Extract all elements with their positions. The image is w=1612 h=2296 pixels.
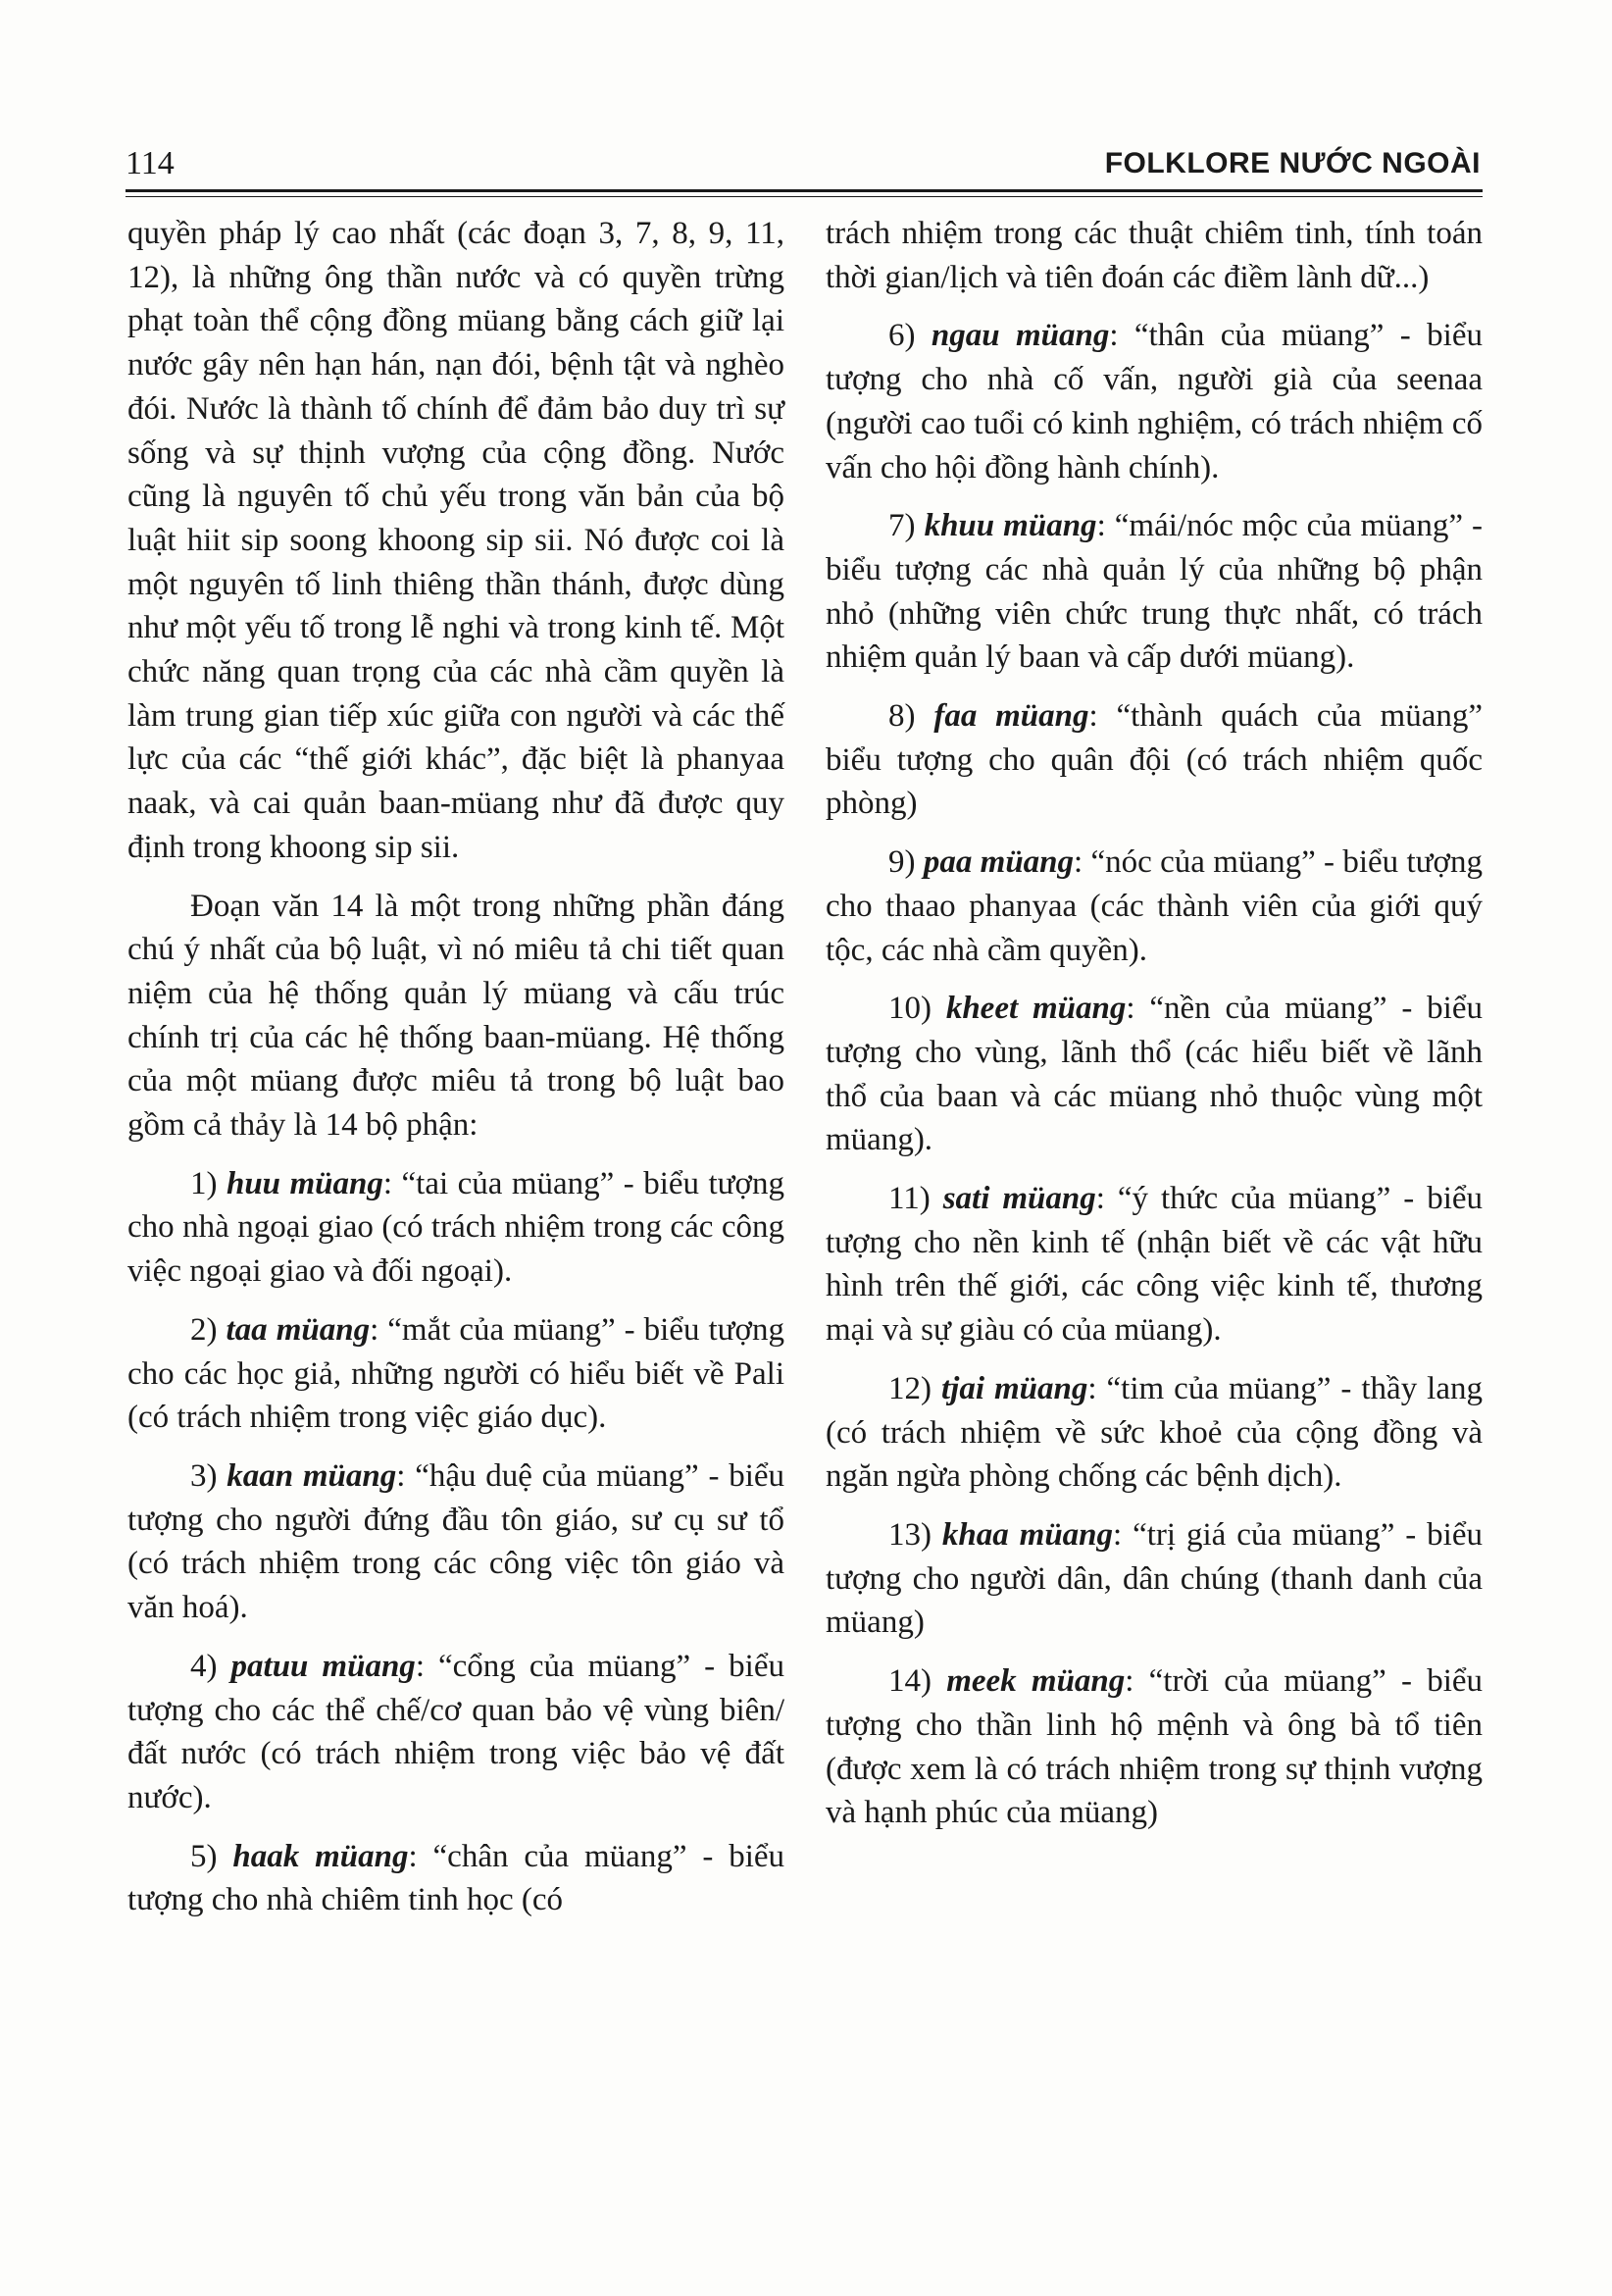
item-term: taa müang [226,1311,371,1348]
item-number: 4) [190,1648,218,1684]
list-item [127,1645,784,1820]
item-term: patuu müang [230,1648,416,1684]
item-term: paa müang [923,844,1075,881]
item-text: : “chân của müang” - biểu tượng cho nhà chiêm tinh học (có [127,1838,785,1918]
item-term: meek müang [946,1663,1126,1700]
item-term: khuu müang [924,508,1097,544]
continuation-paragraph: trách nhiệm trong các thuật chiêm tinh, tính toán thời gian/lịch và tiên đoán các điềm lành dữ...) [826,216,1483,295]
item-term: faa müang [933,698,1089,735]
running-title: FOLKLORE NƯỚC NGOÀI [1104,147,1481,179]
list-item [826,504,1483,680]
item-number: 11) [888,1181,931,1217]
left-column [127,212,784,1922]
item-number: 3) [190,1457,218,1494]
list-item [127,1454,784,1630]
list-item [826,1177,1483,1352]
list-item [826,1367,1483,1499]
right-item-list [826,314,1483,1835]
item-number: 2) [190,1311,218,1348]
right-column [826,212,1483,1835]
item-text: : “trị giá của müang” - biểu tượng cho người dân, dân chúng (thanh danh của müang) [826,1516,1483,1641]
item-text: : “thành quách của müang” biểu tượng cho quân đội (có trách nhiệm quốc phòng) [826,698,1483,822]
list-item [826,1659,1483,1835]
item-term: haak müang [232,1838,409,1874]
section-paragraph: Đoạn văn 14 là một trong những phần đáng chú ý nhất của bộ luật, vì nó miêu tả chi tiết quan niệm của hệ thống quản lý müang và cấu trúc chính trị của các hệ thống baan-müang. Hệ thống của một müang được miêu tả trong bộ luật bao gồm cả thảy là 14 bộ phận: [127,888,784,1144]
list-item [127,1835,784,1922]
item-term: huu müang [226,1165,383,1201]
item-term: tjai müang [941,1370,1088,1406]
item-term: kaan müang [227,1457,397,1494]
item-term: kheet müang [945,991,1127,1027]
header-rule [126,189,1483,192]
list-item [826,987,1483,1162]
list-item [826,314,1483,489]
list-item [826,694,1483,826]
item-term: ngau müang [931,318,1110,354]
page-number: 114 [126,145,175,181]
item-number: 8) [888,698,916,735]
item-text: : “tim của müang” - thầy lang (có trách nhiệm về sức khoẻ của cộng đồng và ngăn ngừa phòng chống các bệnh dịch). [826,1370,1484,1495]
item-number: 14) [888,1663,932,1700]
item-number: 12) [888,1370,932,1406]
page-header [126,137,1481,196]
item-number: 13) [888,1516,932,1553]
item-text: : “tai của müang” - biểu tượng cho nhà ngoại giao (có trách nhiệm trong các công việc ngoại giao và đối ngoại). [127,1165,785,1290]
item-term: khaa müang [941,1516,1114,1553]
item-text: : “nóc của müang” - biểu tượng cho thaao phanyaa (các thành viên của giới quý tộc, các nhà cầm quyền). [826,844,1484,968]
item-number: 7) [888,508,916,544]
item-text: : “hậu duệ của müang” - biểu tượng cho người đứng đầu tôn giáo, sư cụ sư tổ (có trách nhiệm trong các công việc tôn giáo và văn hoá). [127,1457,785,1626]
item-number: 10) [888,991,932,1027]
header-rule-thin [126,196,1483,197]
left-item-list [127,1162,784,1922]
item-text: : “mái/nóc mộc của müang” - biểu tượng các nhà quản lý của những bộ phận nhỏ (những viên chức trung thực nhất, có trách nhiệm quản lý baan và cấp dưới müang). [826,508,1484,676]
item-text: : “cổng của müang” - biểu tượng cho các thể chế/cơ quan bảo vệ vùng biên/đất nước (có trách nhiệm trong việc bảo vệ đất nước). [127,1648,784,1815]
item-number: 1) [190,1165,218,1201]
list-item [826,841,1483,972]
item-text: : “trời của müang” - biểu tượng cho thần linh hộ mệnh và ông bà tổ tiên (được xem là có trách nhiệm trong sự thịnh vượng và hạnh phúc của müang) [826,1663,1484,1831]
item-text: : “mắt của müang” - biểu tượng cho các học giả, những người có hiểu biết về Pali (có trách nhiệm trong việc giáo dục). [127,1311,785,1436]
item-term: sati müang [942,1181,1096,1217]
list-item [127,1162,784,1294]
list-item [127,1308,784,1440]
item-number: 6) [888,318,916,354]
item-text: : “thân của müang” - biểu tượng cho nhà cố vấn, người già của seenaa (người cao tuổi có kinh nghiệm, có trách nhiệm cố vấn cho hội đồng hành chính). [826,318,1483,485]
item-number: 5) [190,1838,218,1874]
item-text: : “ý thức của müang” - biểu tượng cho nền kinh tế (nhận biết về các vật hữu hình trên thế giới, các công việc kinh tế, thương mại và sự giàu có của müang). [826,1181,1484,1349]
item-text: : “nền của müang” - biểu tượng cho vùng, lãnh thổ (các hiểu biết về lãnh thổ của baan và các müang nhỏ thuộc vùng một müang). [826,991,1483,1158]
list-item [826,1513,1483,1645]
intro-paragraph: quyền pháp lý cao nhất (các đoạn 3, 7, 8, 9, 11, 12), là những ông thần nước và có quyền trừng phạt toàn thể cộng đồng müang bằng cách giữ lại nước gây nên hạn hán, nạn đói, bệnh tật và nghèo đói. Nước là thành tố chính để đảm bảo duy trì sự sống và sự thịnh vượng của cộng đồng. Nước cũng là nguyên tố chủ yếu trong văn bản của bộ luật hiit sip soong khoong sip sii. Nó được coi là một nguyên tố linh thiêng thần thánh, được dùng như một yếu tố trong lễ nghi và trong kinh tế. Một chức năng quan trọng của các nhà cầm quyền là làm trung gian tiếp xúc giữa con người và các thế lực của các “thế giới khác”, đặc biệt là phanyaa naak, và cai quản baan-müang như đã được quy định trong khoong sip sii. [127,216,784,865]
item-number: 9) [888,844,916,881]
